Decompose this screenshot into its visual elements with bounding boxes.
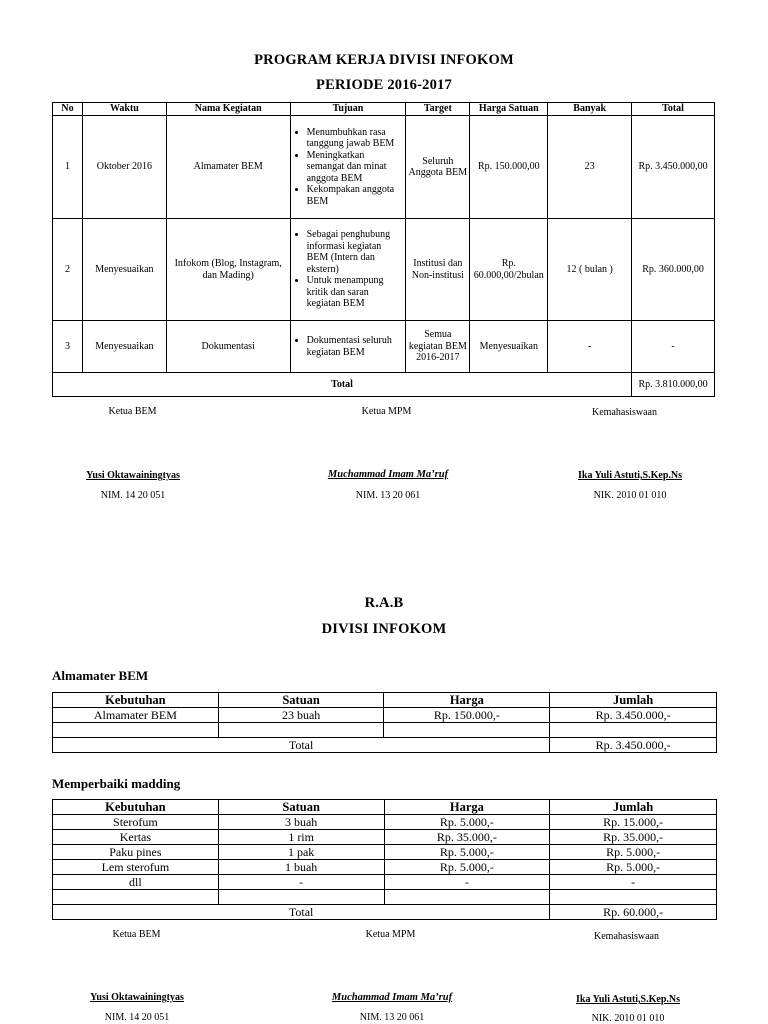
col-banyak: Banyak (548, 103, 632, 116)
cell-kebutuhan: Almamater BEM (53, 708, 219, 723)
signature-id-kemahasiswaan: NIK. 2010 01 010 (593, 490, 667, 501)
program-header-row (53, 103, 715, 116)
cell-satuan: 23 buah (218, 708, 384, 723)
table-row-empty (53, 723, 717, 738)
col-jumlah: Jumlah (550, 693, 717, 708)
row-waktu: Oktober 2016 (82, 116, 166, 219)
rab-almamater-table (52, 692, 717, 753)
row-no: 3 (53, 321, 83, 373)
section-almamater-title: Almamater BEM (52, 668, 149, 683)
tujuan-item: • Menumbuhkan rasa tanggung jawab BEM (307, 127, 404, 150)
col-total: Total (632, 103, 715, 116)
row-harga: Rp. 60.000,00/2bulan (470, 219, 548, 321)
program-table (52, 102, 715, 397)
cell-kebutuhan: Kertas (53, 830, 219, 845)
cell-satuan: 1 rim (218, 830, 384, 845)
cell-harga: Rp. 5.000,- (384, 860, 550, 875)
signature-role-kemahasiswaan: Kemahasiswaan (594, 931, 659, 942)
row-nama: Infokom (Blog, Instagram, dan Mading) (166, 219, 290, 321)
signature-id-kemahasiswaan: NIK. 2010 01 010 (591, 1013, 665, 1024)
row-target: Semua kegiatan BEM 2016-2017 (406, 321, 470, 373)
rab-title: R.A.B (364, 595, 404, 611)
cell-kebutuhan: Lem sterofum (53, 860, 219, 875)
cell-harga: Rp. 5.000,- (384, 845, 550, 860)
col-harga-satuan: Harga Satuan (470, 103, 548, 116)
table-row-empty (53, 890, 717, 905)
cell-satuan: 3 buah (218, 815, 384, 830)
cell-harga: Rp. 150.000,- (384, 708, 550, 723)
signature-id-ketua-bem: NIM. 14 20 051 (100, 490, 166, 501)
cell-jumlah: Rp. 5.000,- (550, 845, 717, 860)
tujuan-item: • Dokumentasi seluruh kegiatan BEM (307, 335, 404, 358)
cell-jumlah: Rp. 15.000,- (550, 815, 717, 830)
rab-subtitle: DIVISI INFOKOM (321, 621, 447, 637)
signature-role-kemahasiswaan: Kemahasiswaan (592, 407, 657, 418)
signature-name-ketua-bem: Yusi Oktawainingtyas (90, 992, 184, 1003)
tujuan-item: • Kekompakan anggota BEM (307, 184, 404, 207)
tujuan-item: • Untuk menampung kritik dan saran kegiatan BEM (307, 275, 404, 310)
row-target: Institusi dan Non-institusi (406, 219, 470, 321)
cell-harga: - (384, 875, 550, 890)
col-tujuan: Tujuan (290, 103, 406, 116)
col-nama-kegiatan: Nama Kegiatan (166, 103, 290, 116)
row-waktu: Menyesuaikan (82, 321, 166, 373)
row-waktu: Menyesuaikan (82, 219, 166, 321)
program-total-row (53, 373, 715, 397)
cell-kebutuhan: dll (53, 875, 219, 890)
cell-jumlah: Rp. 5.000,- (550, 860, 717, 875)
cell-satuan: 1 buah (218, 860, 384, 875)
signature-role-ketua-bem: Ketua BEM (108, 406, 157, 417)
rab-madding-table (52, 799, 717, 920)
cell-kebutuhan: Paku pines (53, 845, 219, 860)
col-no: No (53, 103, 83, 116)
tujuan-item: • Meningkatkan semangat dan minat anggota BEM (307, 150, 404, 185)
signature-role-ketua-mpm: Ketua MPM (361, 406, 412, 417)
row-banyak: 23 (548, 116, 632, 219)
row-tujuan (290, 116, 406, 219)
row-tujuan (290, 219, 406, 321)
total-value: Rp. 60.000,- (550, 905, 717, 920)
cell-jumlah: - (550, 875, 717, 890)
table-row (53, 830, 717, 845)
col-kebutuhan: Kebutuhan (53, 800, 219, 815)
col-harga: Harga (384, 800, 550, 815)
total-label: Total (53, 905, 550, 920)
col-kebutuhan: Kebutuhan (53, 693, 219, 708)
cell-satuan: 1 pak (218, 845, 384, 860)
total-label: Total (53, 738, 550, 753)
col-waktu: Waktu (82, 103, 166, 116)
total-value: Rp. 3.450.000,- (550, 738, 717, 753)
row-no: 2 (53, 219, 83, 321)
signature-name-ketua-mpm: Muchammad Imam Ma’ruf (327, 469, 449, 480)
row-total: Rp. 3.450.000,00 (632, 116, 715, 219)
tujuan-item: • Sebagai penghubung informasi kegiatan BEM (Intern dan ekstern) (307, 229, 404, 275)
col-satuan: Satuan (218, 800, 384, 815)
total-value: Rp. 3.810.000,00 (632, 373, 715, 397)
table-row (53, 845, 717, 860)
cell-harga: Rp. 5.000,- (384, 815, 550, 830)
cell-jumlah: Rp. 3.450.000,- (550, 708, 717, 723)
col-target: Target (406, 103, 470, 116)
col-jumlah: Jumlah (550, 800, 717, 815)
rab-header-row (53, 800, 717, 815)
section-madding-title: Memperbaiki madding (52, 776, 181, 791)
program-row (53, 321, 715, 373)
signature-role-ketua-bem: Ketua BEM (112, 929, 161, 940)
signature-id-ketua-mpm: NIM. 13 20 061 (359, 1012, 425, 1023)
table-row (53, 875, 717, 890)
row-nama: Almamater BEM (166, 116, 290, 219)
col-satuan: Satuan (218, 693, 384, 708)
signature-id-ketua-mpm: NIM. 13 20 061 (355, 490, 421, 501)
cell-satuan: - (218, 875, 384, 890)
table-row (53, 815, 717, 830)
cell-jumlah: Rp. 35.000,- (550, 830, 717, 845)
row-banyak: - (548, 321, 632, 373)
signature-role-ketua-mpm: Ketua MPM (365, 929, 416, 940)
signature-name-kemahasiswaan: Ika Yuli Astuti,S.Kep.Ns (575, 994, 681, 1005)
program-period: PERIODE 2016-2017 (316, 77, 452, 93)
rab-total-row (53, 905, 717, 920)
program-row (53, 116, 715, 219)
table-row (53, 860, 717, 875)
signature-name-kemahasiswaan: Ika Yuli Astuti,S.Kep.Ns (577, 470, 683, 481)
row-total: Rp. 360.000,00 (632, 219, 715, 321)
table-row (53, 708, 717, 723)
col-harga: Harga (384, 693, 550, 708)
cell-kebutuhan: Sterofum (53, 815, 219, 830)
total-label: Total (53, 373, 632, 397)
signature-id-ketua-bem: NIM. 14 20 051 (104, 1012, 170, 1023)
row-target: Seluruh Anggota BEM (406, 116, 470, 219)
row-nama: Dokumentasi (166, 321, 290, 373)
row-harga: Rp. 150.000,00 (470, 116, 548, 219)
row-no: 1 (53, 116, 83, 219)
signature-name-ketua-mpm: Muchammad Imam Ma’ruf (331, 992, 453, 1003)
row-tujuan (290, 321, 406, 373)
row-total: - (632, 321, 715, 373)
cell-harga: Rp. 35.000,- (384, 830, 550, 845)
rab-header-row (53, 693, 717, 708)
rab-total-row (53, 738, 717, 753)
row-banyak: 12 ( bulan ) (548, 219, 632, 321)
program-title: PROGRAM KERJA DIVISI INFOKOM (254, 52, 514, 68)
program-row (53, 219, 715, 321)
signature-name-ketua-bem: Yusi Oktawainingtyas (86, 470, 180, 481)
row-harga: Menyesuaikan (470, 321, 548, 373)
